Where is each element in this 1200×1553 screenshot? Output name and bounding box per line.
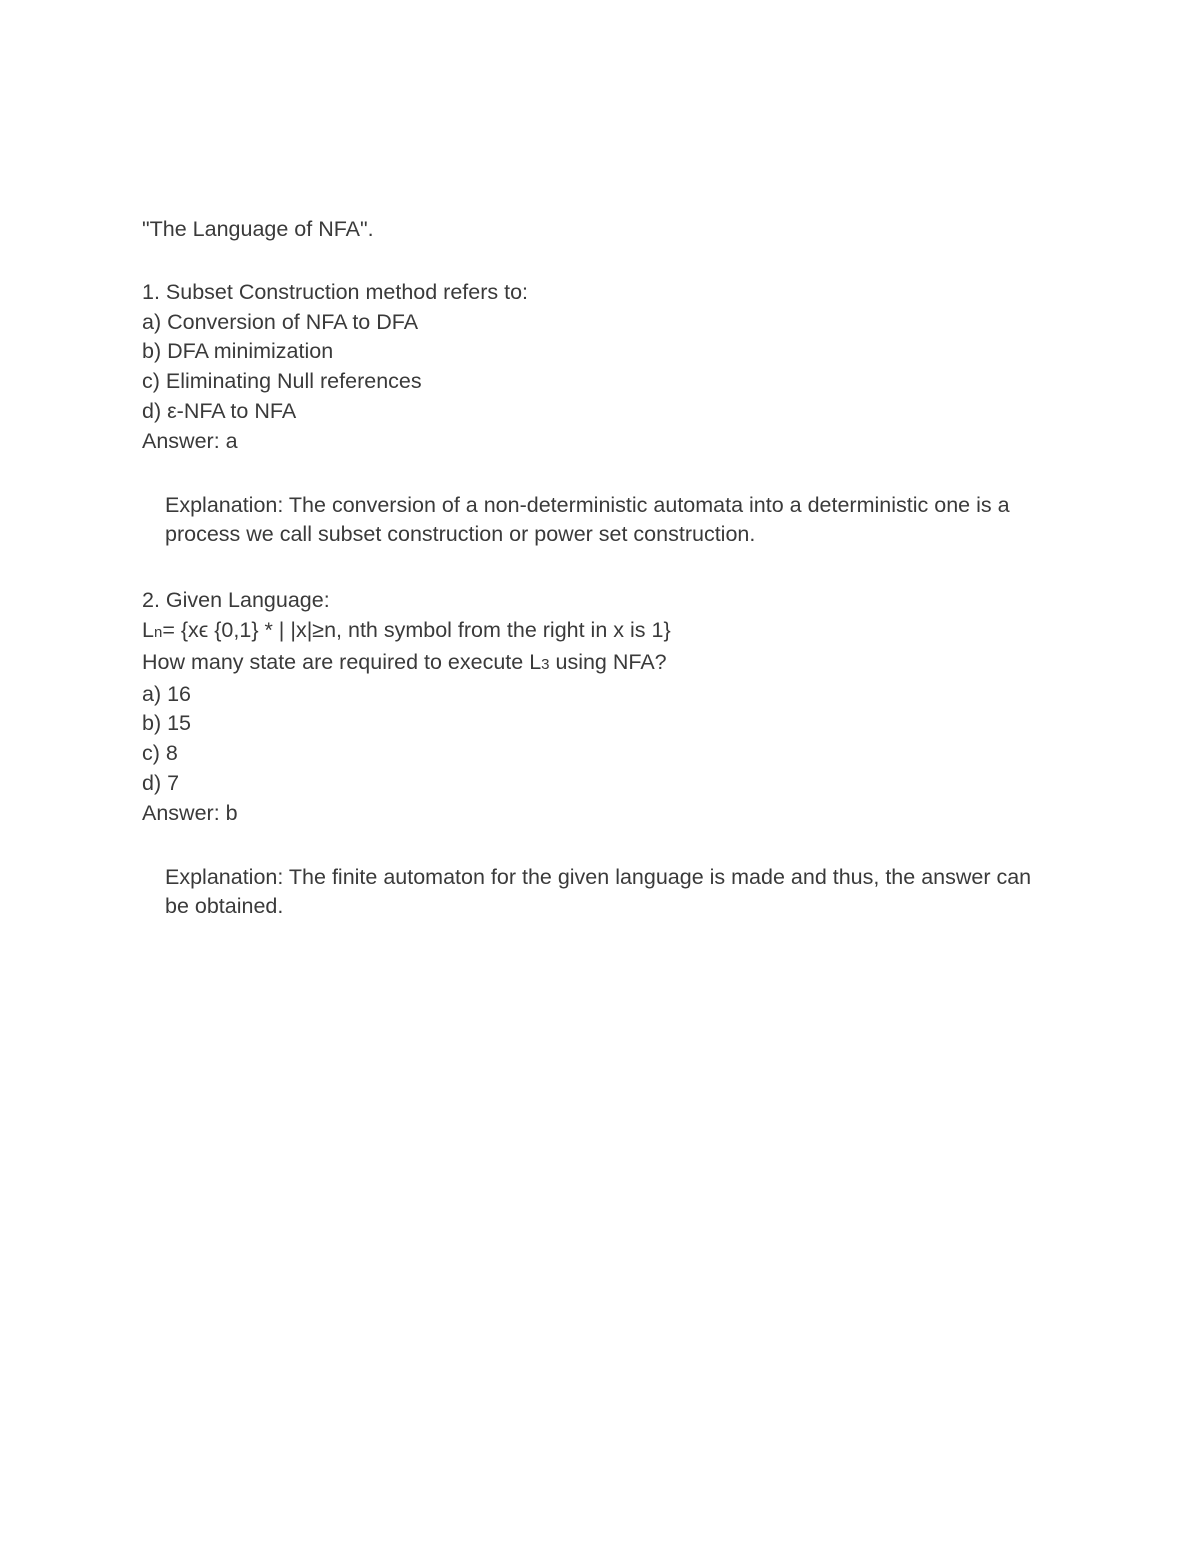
question-prompt: 2. Given Language: xyxy=(142,588,330,613)
option-d: d) 7 xyxy=(142,770,180,795)
question-1 xyxy=(142,278,1062,550)
answer: Answer: a xyxy=(142,428,238,453)
answer: Answer: b xyxy=(142,800,238,825)
document-body xyxy=(142,215,1062,922)
document-title: "The Language of NFA". xyxy=(142,217,374,241)
question-subscript: 3 xyxy=(541,655,550,673)
option-c: c) 8 xyxy=(142,741,178,766)
language-definition xyxy=(142,616,1062,648)
question-text xyxy=(142,648,1062,680)
option-c: c) Eliminating Null references xyxy=(142,369,422,394)
option-b: b) DFA minimization xyxy=(142,339,334,364)
question-2 xyxy=(142,586,1062,922)
option-a: a) 16 xyxy=(142,681,192,706)
option-b: b) 15 xyxy=(142,711,192,736)
option-d: d) ε-NFA to NFA xyxy=(142,398,297,423)
option-a: a) Conversion of NFA to DFA xyxy=(142,309,419,334)
language-subscript: n xyxy=(153,623,163,641)
language-set: = {xϵ {0,1} * | |x|≥n, nth symbol from the right in x is 1} xyxy=(162,617,671,642)
explanation: Explanation: The finite automaton for the given language is made and thus, the answer can be obtained. xyxy=(165,864,1032,919)
question-prompt: 1. Subset Construction method refers to: xyxy=(142,279,529,304)
question-text-before: How many state are required to execute L xyxy=(142,649,542,674)
language-symbol: L xyxy=(142,617,154,642)
explanation: Explanation: The conversion of a non-deterministic automata into a deterministic one is a process we call subset construction or power set construction. xyxy=(165,492,1010,547)
question-text-after: using NFA? xyxy=(549,649,667,674)
